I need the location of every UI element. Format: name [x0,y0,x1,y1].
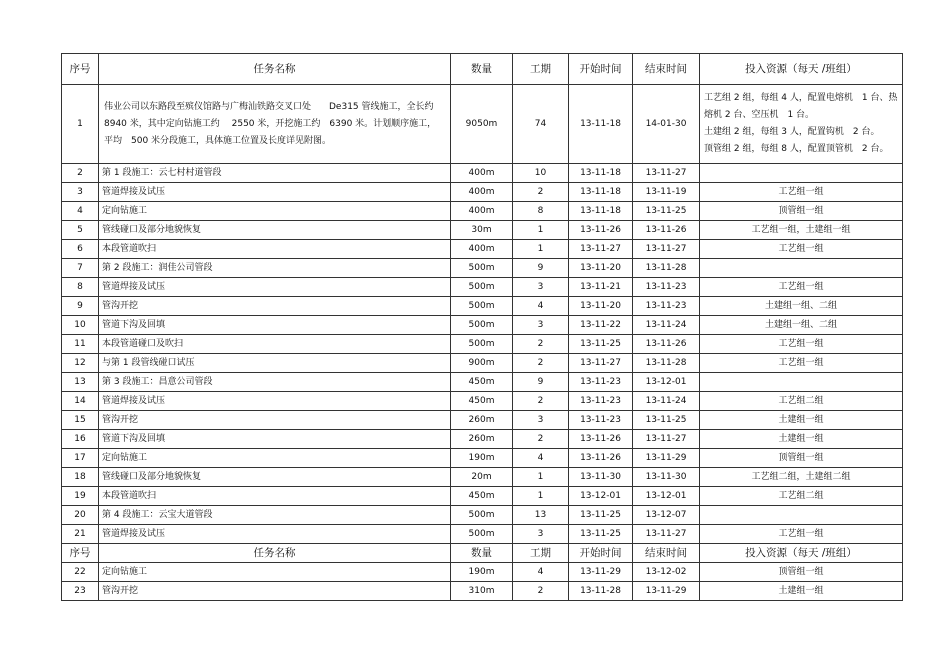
row-days: 10 [513,164,569,183]
row-no: 2 [62,164,99,183]
row-no: 14 [62,392,99,411]
row-resources: 工艺组一组 [700,278,903,297]
row-start: 13-12-01 [569,487,633,506]
row-no: 11 [62,335,99,354]
row-qty: 500m [451,259,513,278]
row-days: 9 [513,373,569,392]
header-end: 结束时间 [633,544,700,563]
row-task: 管沟开挖 [99,582,451,601]
row-task: 定向钻施工 [99,563,451,582]
row-start: 13-11-18 [569,164,633,183]
row-qty: 450m [451,487,513,506]
row-no: 5 [62,221,99,240]
row-resources [700,85,903,164]
table-row [62,335,903,354]
table-row [62,468,903,487]
row-end: 13-11-23 [633,297,700,316]
row-no: 13 [62,373,99,392]
row-resources: 土建组一组 [700,430,903,449]
row-resources: 土建组一组 [700,411,903,430]
row-qty: 400m [451,240,513,259]
row-qty: 400m [451,183,513,202]
row-resources: 工艺组二组 [700,392,903,411]
header-qty: 数量 [451,544,513,563]
row-days: 74 [513,85,569,164]
row-no: 23 [62,582,99,601]
row-qty: 500m [451,506,513,525]
row-qty: 450m [451,392,513,411]
resource-line: 土建组 2 组，每组 3 人，配置钩机 2 台。 [704,127,880,137]
row-end: 13-11-19 [633,183,700,202]
row-task: 伟业公司以东路段至殡仪馆路与广梅汕铁路交叉口处 De315 管线施工，全长约 8940 米，其中定向钻施工约 2550 米，开挖施工约 6390 米。计划顺序施工，平均 500 米分段施工，具体施工位置及长度详见附图。 [99,85,451,164]
table-row [62,259,903,278]
table-row [62,563,903,582]
row-task: 第 4 段施工：云宝大道管段 [99,506,451,525]
row-no: 12 [62,354,99,373]
row-task: 管道焊接及试压 [99,278,451,297]
row-days: 4 [513,563,569,582]
table-row [62,164,903,183]
table-row [62,202,903,221]
row-no: 10 [62,316,99,335]
header-start: 开始时间 [569,54,633,85]
header-row [62,54,903,85]
row-days: 3 [513,278,569,297]
row-start: 13-11-30 [569,468,633,487]
row-days: 3 [513,525,569,544]
row-qty: 500m [451,297,513,316]
row-qty: 500m [451,278,513,297]
row-task: 第 2 段施工：润佳公司管段 [99,259,451,278]
row-start: 13-11-18 [569,85,633,164]
row-task: 管道下沟及回填 [99,430,451,449]
row-end: 14-01-30 [633,85,700,164]
table-row [62,278,903,297]
row-no: 6 [62,240,99,259]
row-start: 13-11-27 [569,354,633,373]
table-row [62,85,903,164]
row-days: 9 [513,259,569,278]
row-qty: 900m [451,354,513,373]
row-days: 2 [513,430,569,449]
row-qty: 500m [451,316,513,335]
row-resources: 工艺组一组 [700,354,903,373]
row-days: 2 [513,582,569,601]
row-no: 21 [62,525,99,544]
table-row [62,411,903,430]
row-no: 18 [62,468,99,487]
row-resources: 工艺组一组 [700,183,903,202]
row-task: 管沟开挖 [99,411,451,430]
row-start: 13-11-28 [569,582,633,601]
row-days: 4 [513,449,569,468]
row-resources: 工艺组一组 [700,525,903,544]
row-task: 管道焊接及试压 [99,183,451,202]
row-qty: 190m [451,449,513,468]
row-days: 2 [513,335,569,354]
row-start: 13-11-23 [569,392,633,411]
header-no: 序号 [62,54,99,85]
row-days: 8 [513,202,569,221]
row-resources: 工艺组二组，土建组二组 [700,468,903,487]
table-row [62,221,903,240]
row-task: 管线碰口及部分地貌恢复 [99,221,451,240]
row-resources [700,164,903,183]
header-task: 任务名称 [99,544,451,563]
row-resources: 土建组一组 [700,582,903,601]
row-end: 13-11-26 [633,335,700,354]
row-end: 13-11-25 [633,411,700,430]
row-no: 15 [62,411,99,430]
row-end: 13-11-28 [633,354,700,373]
row-end: 13-11-27 [633,525,700,544]
row-qty: 500m [451,335,513,354]
row-qty: 260m [451,411,513,430]
header-task: 任务名称 [99,54,451,85]
row-days: 3 [513,316,569,335]
row-start: 13-11-23 [569,411,633,430]
row-start: 13-11-25 [569,335,633,354]
row-qty: 9050m [451,85,513,164]
row-start: 13-11-23 [569,373,633,392]
row-start: 13-11-26 [569,449,633,468]
row-start: 13-11-18 [569,183,633,202]
row-qty: 450m [451,373,513,392]
row-start: 13-11-20 [569,259,633,278]
header-qty: 数量 [451,54,513,85]
row-end: 13-11-23 [633,278,700,297]
row-no: 20 [62,506,99,525]
row-start: 13-11-20 [569,297,633,316]
row-end: 13-12-02 [633,563,700,582]
row-resources: 工艺组一组，土建组一组 [700,221,903,240]
row-end: 13-11-24 [633,316,700,335]
row-no: 16 [62,430,99,449]
table-row [62,582,903,601]
row-start: 13-11-18 [569,202,633,221]
table-row [62,525,903,544]
row-qty: 260m [451,430,513,449]
table-row [62,449,903,468]
row-resources [700,373,903,392]
resource-line: 顶管组 2 组，每组 8 人，配置顶管机 2 台。 [704,144,889,154]
row-no: 1 [62,85,99,164]
row-task: 本段管道碰口及吹扫 [99,335,451,354]
row-days: 4 [513,297,569,316]
row-no: 7 [62,259,99,278]
header-start: 开始时间 [569,544,633,563]
row-end: 13-11-26 [633,221,700,240]
row-days: 3 [513,411,569,430]
row-no: 9 [62,297,99,316]
row-days: 13 [513,506,569,525]
table-row [62,354,903,373]
row-qty: 20m [451,468,513,487]
resource-line: 熔机 2 台、空压机 1 台。 [704,110,815,120]
row-days: 1 [513,487,569,506]
schedule-table [61,53,903,601]
row-start: 13-11-25 [569,506,633,525]
table-row [62,506,903,525]
row-resources [700,259,903,278]
row-start: 13-11-21 [569,278,633,297]
row-resources [700,506,903,525]
row-end: 13-11-29 [633,449,700,468]
row-resources: 土建组一组、二组 [700,297,903,316]
row-qty: 400m [451,164,513,183]
row-start: 13-11-25 [569,525,633,544]
row-resources: 工艺组二组 [700,487,903,506]
header-row-repeat [62,544,903,563]
row-end: 13-12-07 [633,506,700,525]
row-no: 19 [62,487,99,506]
row-start: 13-11-26 [569,430,633,449]
table-row [62,297,903,316]
row-days: 2 [513,183,569,202]
row-task: 第 1 段施工：云七村村道管段 [99,164,451,183]
row-no: 4 [62,202,99,221]
row-end: 13-11-29 [633,582,700,601]
row-resources: 工艺组一组 [700,335,903,354]
row-resources: 顶管组一组 [700,563,903,582]
row-qty: 30m [451,221,513,240]
table-row [62,183,903,202]
row-days: 1 [513,221,569,240]
row-task: 与第 1 段管线碰口试压 [99,354,451,373]
row-resources: 顶管组一组 [700,449,903,468]
row-end: 13-11-27 [633,430,700,449]
row-task: 管道下沟及回填 [99,316,451,335]
row-end: 13-11-24 [633,392,700,411]
row-task: 管道焊接及试压 [99,525,451,544]
row-qty: 400m [451,202,513,221]
row-task: 定向钻施工 [99,202,451,221]
table-row [62,430,903,449]
resource-line: 工艺组 2 组，每组 4 人，配置电熔机 1 台、热 [704,93,898,103]
row-no: 8 [62,278,99,297]
row-task: 第 3 段施工：昌意公司管段 [99,373,451,392]
row-end: 13-11-25 [633,202,700,221]
row-resources: 顶管组一组 [700,202,903,221]
row-no: 17 [62,449,99,468]
table-row [62,240,903,259]
row-end: 13-12-01 [633,373,700,392]
header-resources: 投入资源（每天 /班组） [700,544,903,563]
row-days: 2 [513,354,569,373]
header-days: 工期 [513,54,569,85]
row-days: 1 [513,240,569,259]
row-start: 13-11-22 [569,316,633,335]
row-task: 管沟开挖 [99,297,451,316]
row-end: 13-11-27 [633,164,700,183]
row-start: 13-11-27 [569,240,633,259]
row-no: 22 [62,563,99,582]
table-row [62,487,903,506]
header-no: 序号 [62,544,99,563]
row-end: 13-11-30 [633,468,700,487]
row-task: 管线碰口及部分地貌恢复 [99,468,451,487]
row-task: 管道焊接及试压 [99,392,451,411]
row-days: 1 [513,468,569,487]
row-task: 定向钻施工 [99,449,451,468]
row-qty: 310m [451,582,513,601]
row-resources: 土建组一组、二组 [700,316,903,335]
row-start: 13-11-29 [569,563,633,582]
row-start: 13-11-26 [569,221,633,240]
row-days: 2 [513,392,569,411]
row-end: 13-11-28 [633,259,700,278]
row-qty: 500m [451,525,513,544]
row-task: 本段管道吹扫 [99,240,451,259]
header-resources: 投入资源（每天 /班组） [700,54,903,85]
row-end: 13-11-27 [633,240,700,259]
row-resources: 工艺组一组 [700,240,903,259]
table-row [62,392,903,411]
table-row [62,373,903,392]
row-end: 13-12-01 [633,487,700,506]
row-task: 本段管道吹扫 [99,487,451,506]
header-end: 结束时间 [633,54,700,85]
row-qty: 190m [451,563,513,582]
table-row [62,316,903,335]
row-no: 3 [62,183,99,202]
header-days: 工期 [513,544,569,563]
